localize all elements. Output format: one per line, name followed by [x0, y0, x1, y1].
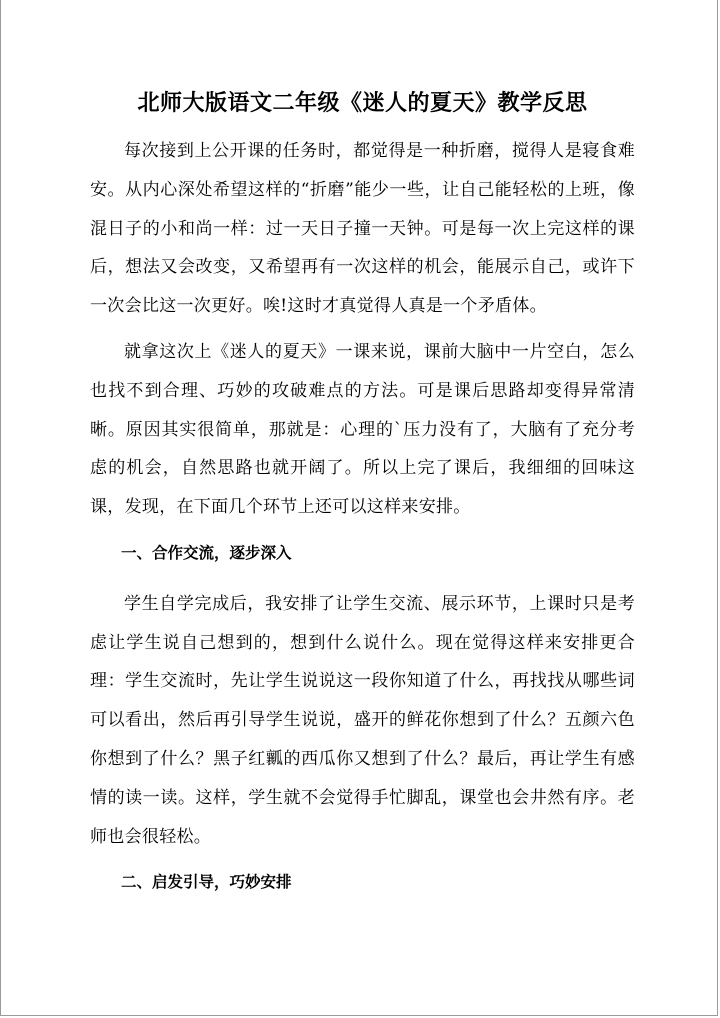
document-body: [90, 84, 635, 914]
section-heading-2: 二、启发引导，巧妙安排: [121, 873, 292, 892]
section-heading-1: 一、合作交流，逐步深入: [121, 543, 292, 562]
paragraph-3: 学生自学完成后，我安排了让学生交流、展示环节，上课时只是考虑让学生说自己想到的，想到什么说什么。现在觉得这样来安排更合理：学生交流时，先让学生说说这一段你知道了什么，再找找从哪些词可以看出，然后再引导学生说说，盛开的鲜花你想到了什么？五颜六色你想到了什么？黑子红瓤的西瓜你又想到了什么？最后，再让学生有感 情的读一读。这样，学生就不会觉得手忙脚乱，课堂也会井然有序。老师也会很轻松。: [90, 593, 635, 847]
paragraph-2: 就拿这次上《迷人的夏天》一课来说，课前大脑中一片空白，怎么也找不到合理、巧妙的攻破难点的方法。可是课后思路却变得异常清晰。原因其实很简单，那就是：心理的`压力没有了，大脑有了充分考虑的机会，自然思路也就开阔了。所以上完了课后，我细细的回味这课，发现，在下面几个环节上还可以这样来安排。: [90, 341, 635, 518]
paragraph-1: 每次接到上公开课的任务时，都觉得是一种折磨，搅得人是寝食难安。从内心深处希望这样的“折磨”能少一些，让自己能轻松的上班，像混日子的小和尚一样：过一天日子撞一天钟。可是每一次上完这样的课后，想法又会改变，又希望再有一次这样的机会，能展示自己，或许下一次会比这一次更好。唉!这时才真觉得人真是一个矛盾体。: [90, 141, 635, 317]
document-title: 北师大版语文二年级《迷人的夏天》教学反思: [137, 91, 588, 116]
